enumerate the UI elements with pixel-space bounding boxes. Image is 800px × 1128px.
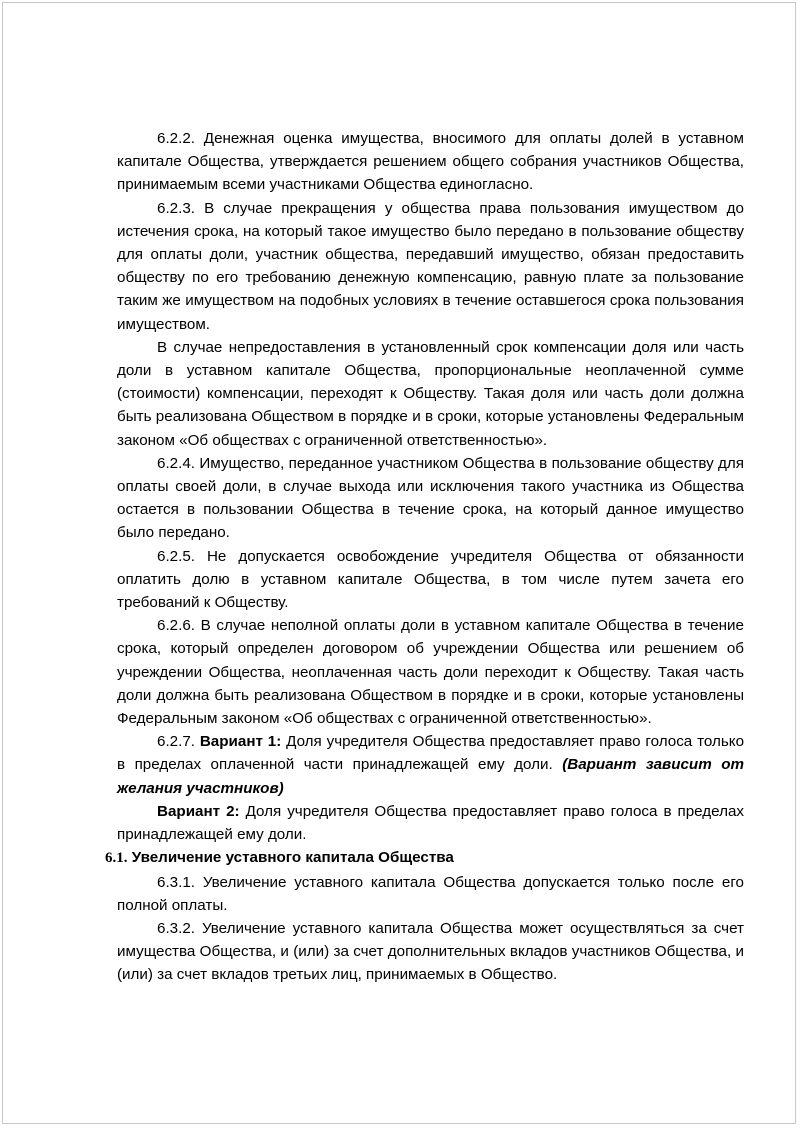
paragraph-6-2-7 (117, 730, 744, 800)
document-page (2, 2, 796, 1124)
section-heading-capital-increase (105, 846, 744, 870)
variant-2-label: Вариант 2: (157, 802, 240, 820)
paragraph-6-2-3: 6.2.3. В случае прекращения у общества права пользования имуществом до истечения срока, на который такое имущество было передано в пользование обществу для оплаты доли, участник общества, передавший имущество, обязан предоставить обществу по его требованию денежную компенсацию, равную плате за пользование таким же имуществом на подобных условиях в течение оставшегося срока пользования имуществом. (117, 199, 744, 333)
paragraph-6-2-4: 6.2.4. Имущество, переданное участником Общества в пользование обществу для оплаты своей доли, в случае выхода или исключения такого участника из Общества остается в пользовании Общества в течение срока, на который данное имущество было передано. (117, 454, 744, 542)
section-title: Увеличение уставного капитала Общества (127, 849, 454, 867)
variant-1-text: Доля учредителя Общества предоставляет право голоса только в пределах оплаченной части принадлежащей ему доли. (117, 733, 745, 774)
document-body (105, 127, 745, 987)
paragraph-compensation-nonprovision: В случае непредоставления в установленный срок компенсации доля или часть доли в уставном капитале Общества, пропорциональные неоплаченной сумме (стоимости) компенсации, переходят к Обществу. Такая доля или часть доли должна быть реализована Обществом в порядке и в сроки, которые установлены Федеральным законом «Об обществах с ограниченной ответственностью». (117, 338, 744, 449)
paragraph-variant-2 (117, 800, 744, 846)
section-number: 6.1. (105, 850, 128, 867)
paragraph-6-3-2: 6.3.2. Увеличение уставного капитала Общества может осуществляться за счет имущества Общества, и (или) за счет дополнительных вкладов участников Общества, и (или) за счет вкладов третьих лиц, принимаемых в Общество. (117, 919, 744, 984)
variant-2-text: Доля учредителя Общества предоставляет право голоса в пределах принадлежащей ему доли. (117, 802, 744, 844)
paragraph-number: 6.2.7. (157, 733, 200, 751)
paragraph-6-2-2: 6.2.2. Денежная оценка имущества, вносимого для оплаты долей в уставном капитале Общества, утверждается решением общего собрания участников Общества, принимаемым всеми участниками Общества единогласно. (117, 130, 744, 194)
variant-1-label: Вариант 1: (199, 733, 282, 751)
paragraph-6-2-6: 6.2.6. В случае неполной оплаты доли в уставном капитале Общества в течение срока, который определен договором об учреждении Общества или решением об учреждении Общества, неоплаченная часть доли переходит к Обществу. Такая часть доли должна быть реализована Обществом в порядке и в сроки, которые установлены Федеральным законом «Об обществах с ограниченной ответственностью». (117, 617, 744, 728)
paragraph-6-3-1: 6.3.1. Увеличение уставного капитала Общества допускается только после его полной оплаты. (117, 873, 744, 914)
paragraph-6-2-5: 6.2.5. Не допускается освобождение учредителя Общества от обязанности оплатить долю в уставном капитале Общества, в том числе путем зачета его требований к Обществу. (117, 547, 744, 612)
variant-note: (Вариант зависит от желания участников) (117, 756, 744, 797)
